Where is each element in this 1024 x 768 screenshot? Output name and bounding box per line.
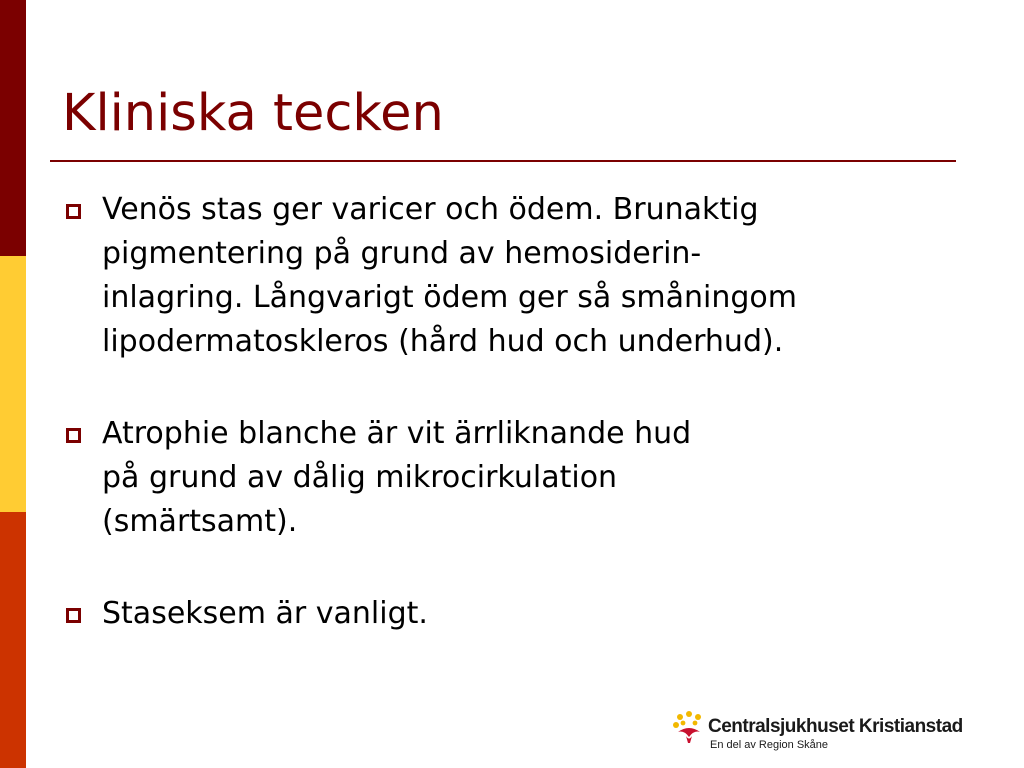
bullet-text-line: Atrophie blanche är vit ärrliknande hud [102, 416, 692, 451]
bullet-list [62, 188, 972, 636]
sun-logo-icon [672, 710, 706, 744]
bullet-text-line: på grund av dålig mikrocirkulation [102, 460, 618, 495]
side-bar-bottom [0, 512, 26, 768]
slide-title: Kliniska tecken [62, 84, 444, 143]
side-bar-top [0, 0, 26, 256]
logo-name: Centralsjukhuset Kristianstad [708, 716, 963, 737]
bullet-text-line: pigmentering på grund av hemosiderin- [102, 236, 702, 271]
hospital-logo [672, 710, 992, 756]
title-divider [50, 160, 956, 162]
square-bullet-icon [66, 608, 81, 623]
bullet-text-line: lipodermatoskleros (hård hud och underhud). [102, 324, 784, 359]
logo-tagline: En del av Region Skåne [710, 739, 829, 751]
bullet-text-line: Venös stas ger varicer och ödem. Brunaktig [102, 192, 759, 227]
side-bar-middle [0, 256, 26, 512]
bullet-item [62, 188, 972, 364]
square-bullet-icon [66, 428, 81, 443]
bullet-text-line: (smärtsamt). [102, 504, 298, 539]
square-bullet-icon [66, 204, 81, 219]
bullet-text-line: inlagring. Långvarigt ödem ger så småningom [102, 280, 797, 315]
bullet-text-line: Staseksem är vanligt. [102, 596, 428, 631]
bullet-item [62, 592, 972, 636]
bullet-item [62, 412, 972, 544]
